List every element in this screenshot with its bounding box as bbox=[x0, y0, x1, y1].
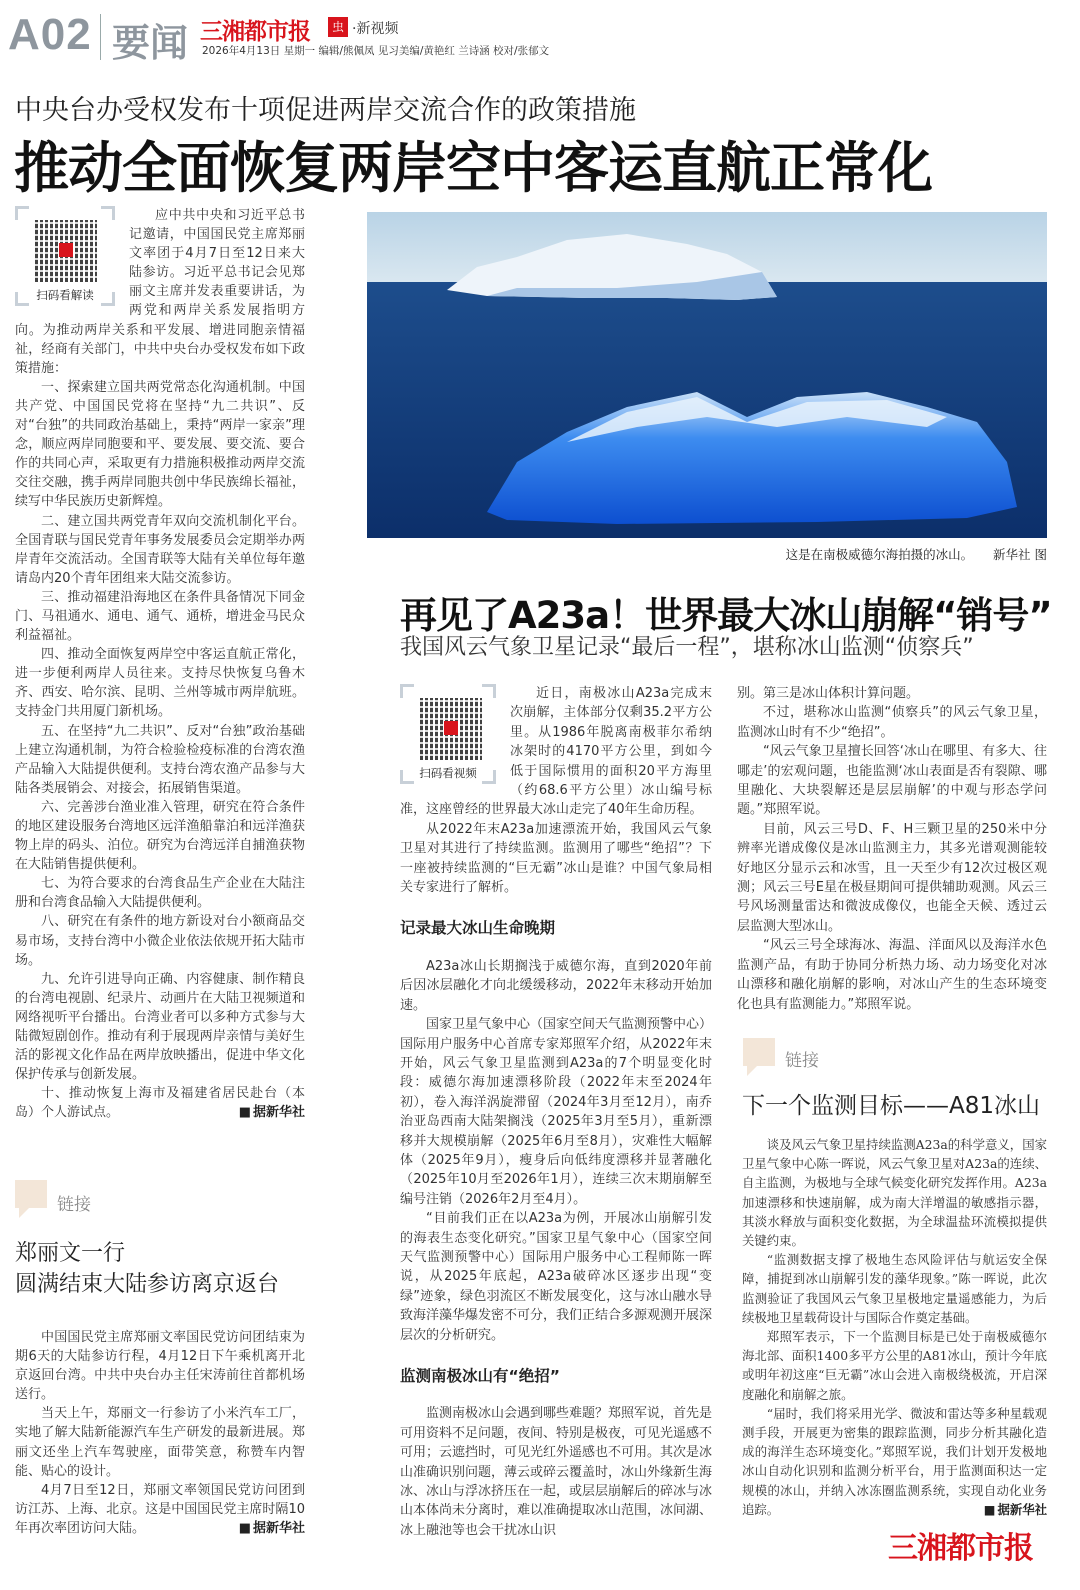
iceberg-headline: 再见了A23a！世界最大冰山崩解“销号” bbox=[400, 594, 1052, 637]
paragraph: “监测数据支撑了极地生态风险评估与航运安全保障，捕捉到冰山崩解引发的藻华现象。”陈一晖说，此次监测验证了我国风云气象卫星极地定量遥感能力，为后续极地卫星载荷设计与国际合作奠定基础。 bbox=[742, 1252, 1047, 1325]
iceberg-photo bbox=[367, 212, 1047, 538]
paragraph: 监测南极冰山会遇到哪些难题？郑照军说，首先是可用资料不足问题，夜间、特别是极夜，可见光遥感不可用；云遮挡时，可见光红外遥感也不可用。其次是冰山准确识别问题，薄云或碎云覆盖时，冰山外缘新生海冰、冰山与浮冰挤压在一起，或层层崩解后的碎冰与冰山本体尚未分离时，难以准确提取冰山范围，冰间湖、冰上融池等也会干扰冰山识 bbox=[400, 1406, 713, 1538]
subheading: 记录最大冰山生命晚期 bbox=[400, 919, 556, 938]
paragraph: “风云气象卫星擅长回答‘冰山在哪里、有多大、往哪走’的宏观问题，也能监测‘冰山表面是否有裂隙、哪里融化、大块裂解还是层层崩解’的中观与形态学问题。”郑照军说。 bbox=[737, 744, 1047, 818]
paragraph: 从2022年末A23a加速漂流开始，我国风云气象卫星对其进行了持续监测。监测用了哪些“绝招”？下一座被持续监测的“巨无霸”冰山是谁？中国气象局相关专家进行了解析。 bbox=[400, 821, 712, 896]
link-tag-icon bbox=[743, 1038, 775, 1066]
paragraph: 九、允许引进导向正确、内容健康、制作精良的台湾电视剧、纪录片、动画片在大陆卫视频道和网络视听平台播出。台湾业者可以多种方式参与大陆微短剧创作。推动有利于展现两岸亲情与美好生活的影视文化作品在两岸放映播出，促进中华文化保护传承与创新发展。 bbox=[15, 971, 305, 1083]
caption-text: 这是在南极威德尔海拍摄的冰山。 bbox=[785, 547, 974, 562]
paragraph: 八、研究在有条件的地方新设对台小额商品交易市场，支持台湾中小微企业依法依规开拓大陆市场。 bbox=[15, 914, 305, 968]
source-credit: ■ 据新华社 bbox=[213, 1519, 305, 1538]
paragraph: 谈及风云气象卫星持续监测A23a的科学意义，国家卫星气象中心陈一晖说，风云气象卫星对A23a的连续、自主监测，为极地与全球气候变化研究发挥作用。A23a加速漂移和快速崩解，成为南大洋增温的敏感指示器，其淡水释放与面积变化数据，为全球温盐环流模拟提供关键约束。 bbox=[742, 1137, 1047, 1249]
paragraph: 二、建立国共两党青年双向交流机制化平台。全国青联与国民党青年事务发展委员会定期举办两岸青年交流活动。全国青联等大陆有关单位每年邀请岛内20个青年团组来大陆交流参访。 bbox=[15, 513, 305, 586]
link-tag-icon bbox=[15, 1180, 47, 1208]
photo-credit: 新华社 图 bbox=[993, 547, 1047, 562]
sidebar-headline-line: 郑丽文一行 bbox=[15, 1241, 126, 1266]
qr-code-video[interactable] bbox=[400, 684, 496, 784]
qr-code-interpretation[interactable] bbox=[15, 206, 115, 306]
paragraph: 七、为符合要求的台湾食品生产企业在大陆注册和台湾食品输入大陆提供便利。 bbox=[15, 876, 305, 911]
paragraph: 五、在坚持“九二共识”、反对“台独”政治基础上建立沟通机制，为符合检验检疫标准的台湾农渔产品输入大陆提供便利。支持台湾农渔产品参与大陆各类展销会、对接会，拓展销售渠道。 bbox=[15, 723, 305, 796]
paragraph: 应中共中央和习近平总书记邀请，中国国民党主席郑丽文率团于4月7日至12日来大陆参访。习近平总书记会见郑丽文主席并发表重要讲话，为两党和两岸关系发展指明方向。为推动两岸关系和平发展、增进同胞亲情福祉，经商有关部门，中共中央台办受权发布如下政策措施： bbox=[15, 208, 305, 376]
page-number: A02 bbox=[8, 10, 92, 59]
paragraph: 不过，堪称冰山监测“侦察兵”的风云气象卫星，监测冰山时有不少“绝招”。 bbox=[737, 705, 1047, 740]
paragraph: “风云三号全球海冰、海温、洋面风以及海洋水色监测产品，有助于协同分析热力场、动力场变化对冰山漂移和融化崩解的影响，对冰山产生的生态环境变化也具有监测能力。”郑照军说。 bbox=[737, 938, 1047, 1012]
lead-article bbox=[15, 206, 305, 1123]
section-name: 要闻 bbox=[112, 21, 189, 65]
source-credit: ■ 据新华社 bbox=[213, 1103, 305, 1122]
paragraph: 中国国民党主席郑丽文率国民党访问团结束为期6天的大陆参访行程，4月12日下午乘机离开北京返回台湾。中共中央台办主任宋涛前往首都机场送行。 bbox=[15, 1330, 305, 1403]
link-tag: 链接 bbox=[57, 1195, 91, 1215]
qr-label: 扫码看视频 bbox=[419, 766, 477, 780]
lead-headline: 推动全面恢复两岸空中客运直航正常化 bbox=[14, 136, 933, 200]
sidebar-headline bbox=[15, 1238, 279, 1300]
footer-logo: 三湘都市报 bbox=[884, 1523, 1037, 1567]
paragraph: 十、推动恢复上海市及福建省居民赴台（本岛）个人游试点。 bbox=[15, 1086, 305, 1121]
paragraph: 郑照军表示，下一个监测目标是已处于南极威德尔海北部、面积1400多平方公里的A81冰山，预计今年底或明年初这座“巨无霸”冰山会进入南极绕极流，开启深度融化和崩解之旅。 bbox=[742, 1329, 1047, 1402]
paragraph: A23a冰山长期搁浅于威德尔海，直到2020年前后因冰层融化才向北缓缓移动，2022年末移动开始加速。 bbox=[400, 958, 712, 1013]
qr-label: 扫码看解读 bbox=[36, 288, 94, 302]
dateline: 2026年4月13日 星期一 编辑/熊佩凤 见习美编/黄艳红 兰诗涵 校对/张郁文 bbox=[202, 45, 550, 57]
iceberg-subheadline: 我国风云气象卫星记录“最后一程”，堪称冰山监测“侦察兵” bbox=[400, 635, 974, 660]
a81-article bbox=[742, 1135, 1047, 1519]
lead-kicker: 中央台办受权发布十项促进两岸交流合作的政策措施 bbox=[15, 95, 636, 126]
paragraph: 当天上午，郑丽文一行参访了小米汽车工厂，实地了解大陆新能源汽车生产研发的最新进展。郑丽文还坐上汽车驾驶座，面带笑意，称赞车内智能、贴心的设计。 bbox=[15, 1406, 305, 1479]
paragraph: 三、推动福建沿海地区在条件具备情况下同金门、马祖通水、通电、通气、通桥，增进金马民众利益福祉。 bbox=[15, 589, 305, 644]
paragraph: 六、完善涉台渔业准入管理，研究在符合条件的地区建设服务台湾地区远洋渔船靠泊和远洋渔获物上岸的码头、泊位。研究为台湾远洋自捕渔获物在大陆销售提供便利。 bbox=[15, 799, 305, 873]
paragraph: 别。第三是冰山体积计算问题。 bbox=[737, 686, 920, 701]
iceberg-article-col1 bbox=[400, 684, 712, 1540]
sidebar-headline-line: 圆满结束大陆参访离京返台 bbox=[15, 1272, 280, 1297]
iceberg-article-col2 bbox=[737, 684, 1047, 1014]
paragraph: 一、探索建立国共两党常态化沟通机制。中国共产党、中国国民党将在坚持“九二共识”、反对“台独”的共同政治基础上，秉持“两岸一家亲”理念，顺应两岸同胞要和平、要发展、要交流、要合作的共同心声，采取更有力措施积极推动两岸交流交往交融，携手两岸同胞共创中华民族绵长福祉，续写中华民族历史新辉煌。 bbox=[15, 379, 305, 510]
photo-caption bbox=[600, 545, 1047, 563]
subheading: 监测南极冰山有“绝招” bbox=[400, 1367, 560, 1385]
paragraph: 四、推动全面恢复两岸空中客运直航正常化，进一步便利两岸人员往来。支持尽快恢复乌鲁木齐、西安、哈尔滨、昆明、兰州等城市两岸航班。支持金门共用厦门新机场。 bbox=[15, 647, 305, 720]
a81-headline: 下一个监测目标——A81冰山 bbox=[742, 1093, 1041, 1119]
source-credit: ■ 据新华社 bbox=[959, 1500, 1047, 1519]
newspaper-logo: 三湘都市报 bbox=[200, 19, 310, 45]
paragraph: 国家卫星气象中心（国家空间天气监测预警中心）国际用户服务中心首席专家郑照军介绍，从2022年末开始，风云气象卫星监测到A23a的7个明显变化时段：威德尔海加速漂移阶段（2022年末至2024年初），卷入海洋涡旋滞留（2024年3月至12月），南乔治亚岛西南大陆架搁浅（2025年3月至5月），重新漂移并大规模崩解（2025年6月至8月），灾难性大幅解体（2025年9月），瘦身后向低纬度漂移并显著融化（2025年10月至2026年1月），连续三次末期崩解至编号注销（2026年2月至4月）。 bbox=[400, 1017, 713, 1207]
header-divider bbox=[100, 14, 101, 60]
video-logo-icon: 虫 bbox=[328, 17, 348, 37]
paragraph: 近日，南极冰山A23a完成末次崩解，主体部分仅剩35.2平方公里。从1986年脱离南极菲尔希纳冰架时的4170平方公里，到如今低于国际惯用的面积20平方海里（约68.6平方公里）冰山编号标准，这座曾经的世界最大冰山走完了40年生命历程。 bbox=[400, 686, 712, 818]
sidebar-article bbox=[15, 1328, 305, 1538]
paragraph: 4月7日至12日，郑丽文率领国民党访问团到访江苏、上海、北京。这是中国国民党主席时隔10年再次率团访问大陆。 bbox=[15, 1482, 305, 1536]
paragraph: “届时，我们将采用光学、微波和雷达等多种星载观测手段，开展更为密集的跟踪监测，同步分析其融化造成的海洋生态环境变化。”郑照军说，我们计划开发极地冰山自动化识别和监测分析平台，用于监测面积达一定规模的冰山，并纳入冰冻圈监测系统，实现自动化业务追踪。 bbox=[742, 1405, 1047, 1517]
link-tag: 链接 bbox=[785, 1051, 819, 1071]
paragraph: 目前，风云三号D、F、H三颗卫星的250米中分辨率光谱成像仪是冰山监测主力，其多光谱观测能较好地区分显示云和冰雪，且一天至少有12次过极区观测；风云三号E星在极昼期间可提供辅助观测。风云三号风场测量雷达和微波成像仪，也能全天候、透过云层监测大型冰山。 bbox=[737, 821, 1047, 934]
paragraph: “目前我们正在以A23a为例，开展冰山崩解引发的海表生态变化研究。”国家卫星气象中心（国家空间天气监测预警中心）国际用户服务中心工程师陈一晖说，从2025年底起，A23a破碎冰区逐步出现“变绿”迹象，绿色羽流区不断发展变化，这与冰山融水导致海洋藻华爆发密不可分，我们正结合多源观测开展深层次的分析研究。 bbox=[400, 1211, 713, 1343]
video-brand: ·新视频 bbox=[352, 21, 399, 37]
